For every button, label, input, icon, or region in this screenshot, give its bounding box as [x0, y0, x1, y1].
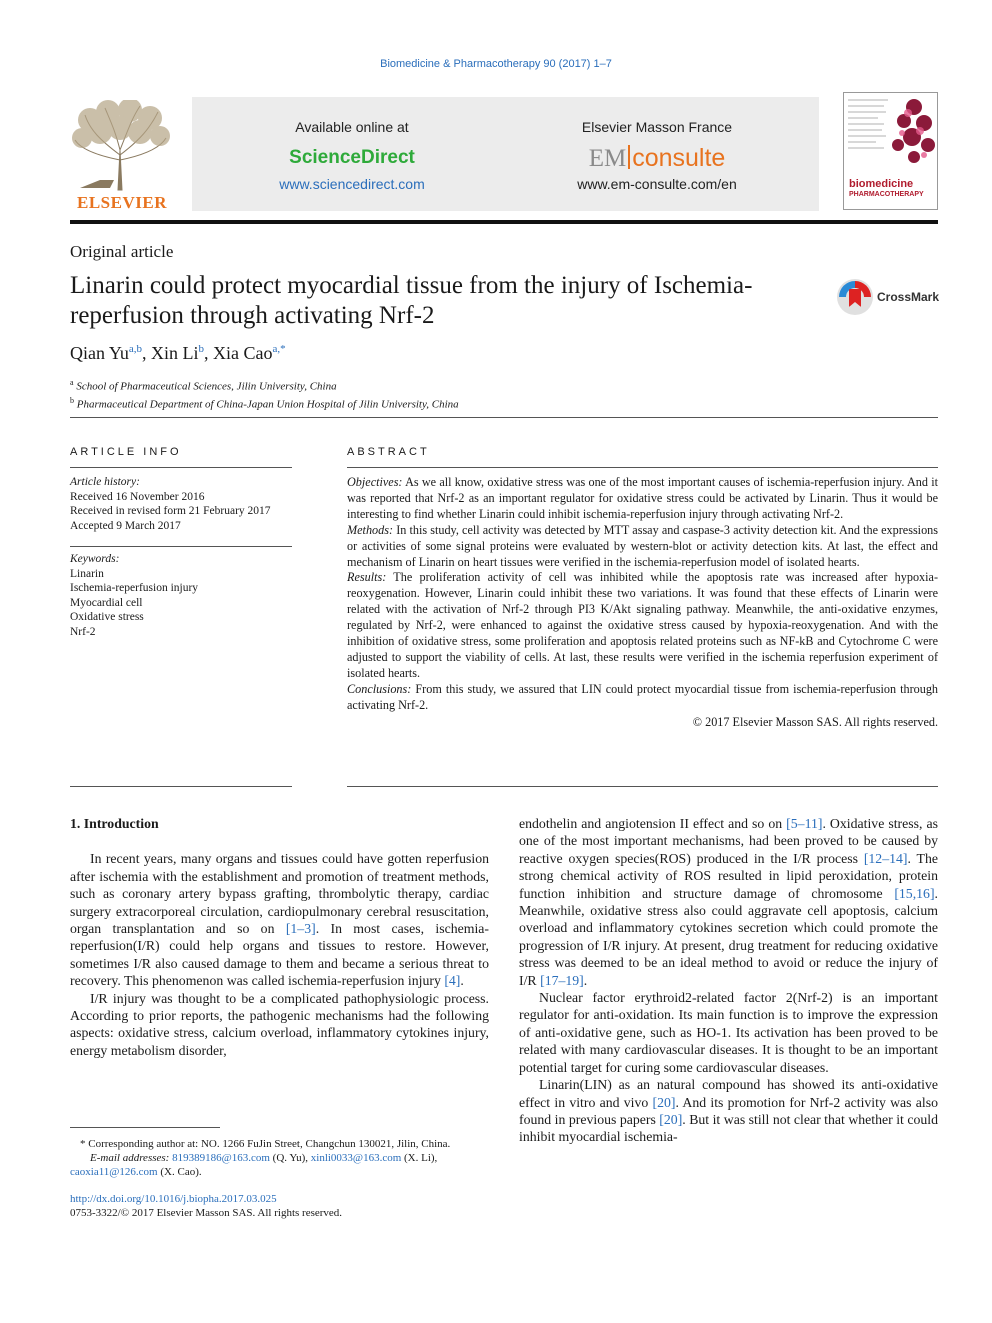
abstract-bottom-rule: [347, 786, 938, 787]
body-left-column: [70, 815, 489, 1059]
cover-title-1: biomedicine: [849, 178, 914, 190]
keyword: Nrf-2: [70, 625, 96, 638]
issn-line: 0753-3322/© 2017 Elsevier Masson SAS. All rights reserved.: [70, 1207, 343, 1219]
em-url[interactable]: www.em-consulte.com/en: [577, 176, 737, 192]
article-title: Linarin could protect myocardial tissue from the injury of Ischemia-reperfusion through activating Nrf-2: [70, 272, 753, 329]
abstract-heading: ABSTRACT: [347, 446, 430, 458]
abstract-results: Results: The proliferation activity of cell was inhibited while the apoptosis rate was increased after hypoxia-reoxygenation. However, Linarin could inhibit these two variations. It was found that these effects of Linarin were related with the activation of Nrf-2 through PI3 K/Akt signaling pathway. Meanwhile, the anti-oxidative enzymes, regulated by Nrf-2, were enhanced to against the oxidative stress caused by hypoxia-reoxygenation. And with the inhibition of oxidative stress, some proliferation and apoptosis related proteins such as NF-kB and Cytochrome C were adjusted to support the viability of cells. At last, these results were verified in the ischemia reperfusion experiment of isolated hearts.: [347, 570, 939, 680]
header-band: [192, 97, 819, 211]
elsevier-wordmark[interactable]: ELSEVIER: [77, 193, 167, 212]
email-link[interactable]: xinli0033@163.com: [310, 1152, 402, 1164]
citation-link[interactable]: [20]: [652, 1094, 676, 1110]
citation-link[interactable]: [12–14]: [863, 850, 908, 866]
email-link[interactable]: 819389186@163.com: [172, 1152, 270, 1164]
crossmark-icon: [836, 278, 874, 316]
em-publisher-label: Elsevier Masson France: [581, 119, 733, 135]
intro-paragraph: Linarin(LIN) as an natural compound has showed its anti-oxidative effect in vitro and vivo [20]. And its promotion for Nrf-2 activity was also found in previous papers [20]. But it was still not clear that whether it could inhibit myocardial ischemia-: [519, 1077, 938, 1145]
citation-link[interactable]: [4]: [444, 973, 461, 989]
citation-link[interactable]: [5–11]: [786, 816, 823, 831]
keyword: Myocardial cell: [70, 596, 143, 609]
intro-paragraph: In recent years, many organs and tissues could have gotten reperfusion after ischemia with the establishment and promotion of treatment methods, such as coronary artery bypass grafting, thrombolytic therapy, cardiac surgery extracorporeal circulation, cardiopulmonary cerebral resuscitation, organ transplantation and so on [1–3]. In most cases, ischemia-reperfusion(I/R) could help organs and tissues to restore. However, sometimes I/R also caused damage to them and became a serious threat to recovery. This phenomenon was called ischemia-reperfusion injury [4].: [70, 851, 489, 989]
author-name[interactable]: Xia Cao: [212, 343, 273, 363]
header-rule: [70, 220, 938, 224]
section-type: Original article: [70, 242, 174, 261]
abstract-copyright: © 2017 Elsevier Masson SAS. All rights reserved.: [692, 714, 938, 729]
abstract-methods: Methods: In this study, cell activity was detected by MTT assay and caspase-3 activity detection kit. And the expressions or activities of some signal proteins were evaluated by western-blot or activity detection kits. At last, the effect and mechanism of Linarin on heart tissues were verified in the ischemia-reperfusion model of isolated hearts.: [347, 522, 939, 569]
em-brand-right: consulte: [632, 144, 726, 172]
author-affil-mark[interactable]: b: [198, 343, 204, 355]
crossmark-label: CrossMark: [877, 290, 940, 304]
authors-rule: [70, 417, 938, 418]
email-link[interactable]: caoxia11@126.com: [70, 1166, 158, 1178]
journal-reference[interactable]: Biomedicine & Pharmacotherapy 90 (2017) 1–7: [380, 58, 612, 70]
article-info-heading: ARTICLE INFO: [70, 446, 182, 458]
author-list: Qian Yu$^{a,b}$, Xin Li$^b$, Xia Cao$^{a,*}$: [70, 343, 286, 363]
affiliation-b: $^b$ Pharmaceutical Department of China-Japan Union Hospital of Jilin University, China: [70, 395, 459, 411]
citation-link[interactable]: [1–3]: [285, 921, 316, 937]
em-consulte-brand[interactable]: [547, 143, 767, 174]
citation-link[interactable]: [20]: [659, 1111, 683, 1127]
citation-link[interactable]: [15,16]: [894, 885, 935, 901]
author-name[interactable]: Qian Yu: [70, 343, 129, 363]
abstract-objectives: Objectives: As we all know, oxidative stress was one of the most important causes of ischemia-reperfusion injury. And it was reported that Nrf-2 as an important regulator for oxidative stress could be activated by Linarin. Thus it would be interesting to find whether Linarin could inhibit ischemia-reperfusion injury through activating Nrf-2.: [347, 475, 938, 521]
intro-heading: 1. Introduction: [70, 816, 159, 831]
abstract-body: [347, 475, 938, 731]
available-online-label: Available online at: [295, 119, 409, 135]
citation-link[interactable]: [17–19]: [540, 972, 584, 988]
crossmark-badge[interactable]: [836, 278, 946, 318]
keywords-rule: [70, 546, 292, 547]
intro-paragraph: I/R injury was thought to be a complicated pathophysiologic process. According to prior reports, the pathogenic mechanisms had the following aspects: oxidative stress, calcium overload, inflammatory cytokines injury, energy metabolism disorder,: [70, 990, 489, 1058]
keywords: Keywords: Linarin Ischemia-reperfusion injury Myocardial cell Oxidative stress Nrf-2: [70, 552, 292, 639]
sciencedirect-url[interactable]: www.sciencedirect.com: [279, 176, 425, 192]
keyword: Oxidative stress: [70, 611, 144, 623]
affiliations: [70, 376, 459, 411]
keyword: Linarin: [70, 567, 104, 580]
author-affil-mark[interactable]: a,*: [272, 343, 286, 355]
em-brand-left: EM: [588, 145, 627, 172]
affiliation-a: $^a$ School of Pharmaceutical Sciences, Jilin University, China: [70, 378, 337, 393]
intro-paragraph-continued: endothelin and angiotension II effect and so on [5–11]. Oxidative stress, as one of the most important mechanisms, had been proved to be caused by reactive oxygen species(ROS) produced in the I/R process [12–14]. The strong chemical activity of ROS resulted in lipid peroxidation, protein function inhibition and structure damage of chromosome [15,16]. Meanwhile, oxidative stress also could aggravate cell apoptosis, calcium overload and inflammatory cytokines secretion which could promote the progression of I/R injury. At present, drug treatment for reducing oxidative stress was deemed to be an ideal method to avoid or reduce the injury of I/R [17–19].: [519, 816, 938, 988]
body-right-column: [519, 815, 938, 1146]
info-bottom-rule: [70, 786, 292, 787]
abstract-conclusions: Conclusions: From this study, we assured that LIN could protect myocardial tissue from ischemia-reperfusion through activating Nrf-2.: [347, 681, 939, 712]
intro-paragraph: Nuclear factor erythroid2-related factor 2(Nrf-2) is an important regulator for anti-oxidation. Its main function is to improve the expression of anti-oxidative gene, such as HO-1. Its activation has been proved to be related with many cardiovascular diseases. It is thought to be an important potential target for curing some cardiovascular diseases.: [519, 990, 938, 1075]
sciencedirect-brand[interactable]: ScienceDirect: [289, 147, 415, 168]
author-name[interactable]: Xin Li: [150, 343, 199, 363]
journal-cover[interactable]: [843, 92, 938, 210]
cover-title-2: PHARMACOTHERAPY: [849, 191, 924, 198]
doi-link[interactable]: http://dx.doi.org/10.1016/j.biopha.2017.03.025: [70, 1193, 277, 1205]
em-brand-divider: [628, 145, 630, 169]
abstract-rule: [347, 467, 938, 468]
footnote-rule: [70, 1127, 220, 1128]
article-history: Article history: Received 16 November 2016 Received in revised form 21 February 2017 Accepted 9 March 2017: [70, 476, 271, 532]
keyword: Ischemia-reperfusion injury: [70, 582, 199, 594]
author-affil-mark[interactable]: a,b: [128, 343, 142, 355]
footnote: * Corresponding author at: NO. 1266 FuJin Street, Changchun 130021, Jilin, China. E-mail addresses: 819389186@163.com (Q. Yu), xinli0033@163.com (X. Li), caoxia11@126.com (X. Cao). http://dx.doi.org/10.1016/j.biopha.2017.03.025 0753-3322/© 2017 Elsevier Masson SAS. All rights reserved.: [70, 1137, 495, 1220]
article-info-rule: [70, 467, 292, 468]
